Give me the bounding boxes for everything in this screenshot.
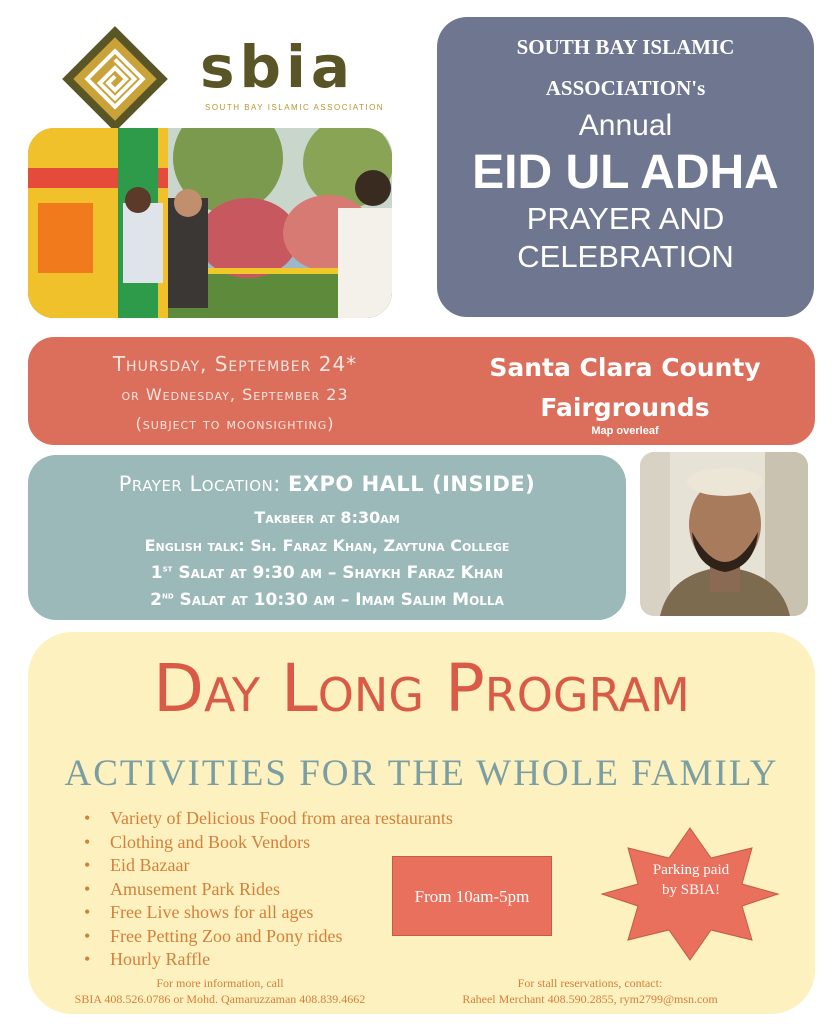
program-subtitle: ACTIVITIES FOR THE WHOLE FAMILY — [64, 753, 779, 794]
stall-contact-details: Raheel Merchant 408.590.2855, rym2799@msn.com — [462, 992, 718, 1006]
salat1-ordinal: st — [162, 563, 173, 575]
list-item: • Clothing and Book Vendors — [80, 832, 453, 856]
info-contact-label: For more information, call — [156, 976, 284, 990]
salat2-ordinal: nd — [161, 590, 174, 602]
sbia-emblem-icon — [56, 20, 174, 138]
title-org-line2: ASSOCIATION's — [545, 76, 706, 100]
prayer-location — [28, 472, 626, 496]
info-contact-numbers: SBIA 408.526.0786 or Mohd. Qamaruzzaman 408.839.4662 — [74, 992, 366, 1006]
stall-contact-label: For stall reservations, contact: — [517, 976, 663, 990]
hours-box: From 10am-5pm — [392, 856, 552, 936]
prayer-location-label: Prayer Location: — [118, 472, 281, 496]
list-item: • Amusement Park Rides — [80, 879, 453, 903]
title-line3: PRAYER AND — [526, 201, 725, 236]
english-talk: English talk: Sh. Faraz Khan, Zaytuna College — [144, 536, 510, 555]
salat2-details: Salat at 10:30 am – Imam Salim Molla — [173, 590, 504, 610]
list-item: • Free Live shows for all ages — [80, 902, 453, 926]
event-title-panel — [437, 17, 814, 317]
list-item: • Hourly Raffle — [80, 949, 453, 973]
first-salat — [28, 563, 626, 583]
date-note: (subject to moonsighting) — [135, 414, 335, 433]
stall-contact — [440, 975, 740, 1007]
parking-note: Parking paid by SBIA! — [652, 862, 730, 898]
list-item: • Eid Bazaar — [80, 855, 453, 879]
title-event-name: EID UL ADHA — [472, 146, 779, 199]
date-primary: Thursday, September 24* — [112, 352, 358, 376]
title-annual: Annual — [578, 109, 673, 142]
salat1-number: 1 — [150, 563, 163, 583]
salat2-number: 2 — [150, 590, 162, 610]
second-salat — [28, 590, 626, 610]
date-alternate: or Wednesday, September 23 — [121, 385, 349, 404]
logo-wordmark: sbia — [200, 33, 356, 101]
info-contact — [50, 975, 390, 1007]
program-title: Day Long Program — [153, 650, 690, 727]
takbeer-time: Takbeer at 8:30am — [254, 508, 400, 527]
venue-name: Santa Clara County Fairgrounds — [489, 353, 761, 422]
salat1-details: Salat at 9:30 am – Shaykh Faraz Khan — [172, 563, 504, 583]
prayer-location-value: EXPO HALL (INSIDE) — [287, 472, 536, 496]
title-line4: CELEBRATION — [517, 239, 734, 274]
list-item: • Variety of Delicious Food from area restaurants — [80, 808, 453, 832]
venue-map-note: Map overleaf — [591, 425, 659, 437]
list-item: • Free Petting Zoo and Pony rides — [80, 926, 453, 950]
speaker-photo — [640, 452, 808, 616]
title-org-line1: SOUTH BAY ISLAMIC — [516, 35, 735, 59]
logo-subtitle: SOUTH BAY ISLAMIC ASSOCIATION — [205, 103, 385, 112]
fair-photo — [28, 128, 392, 318]
